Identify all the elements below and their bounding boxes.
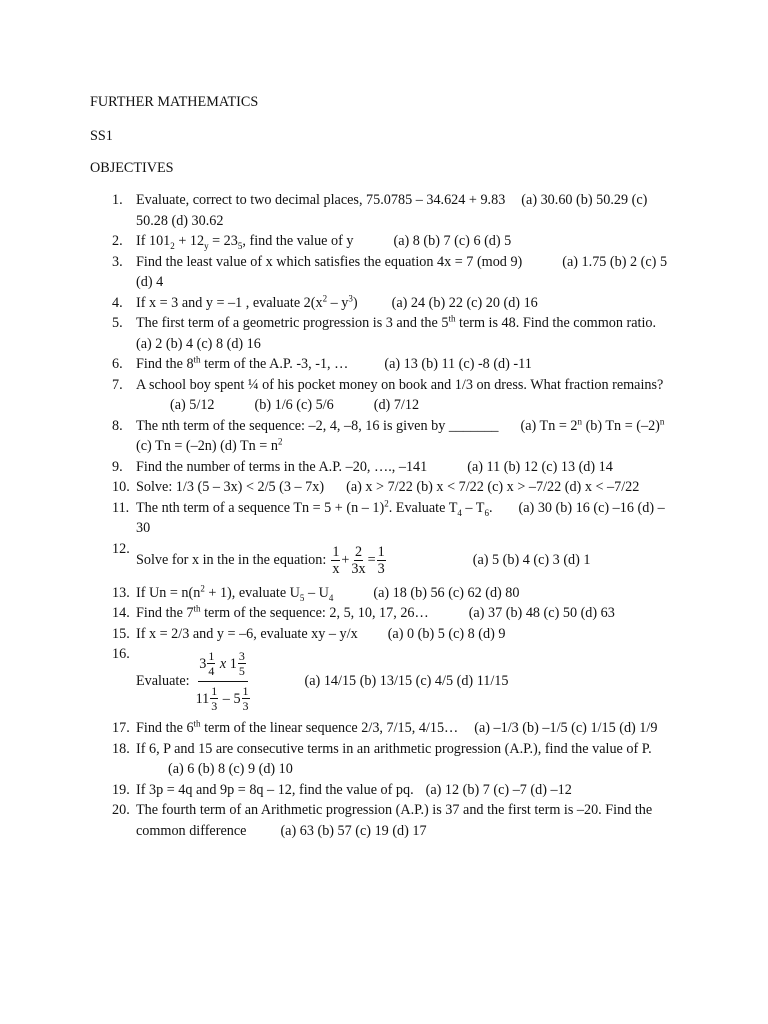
section-heading: OBJECTIVES: [90, 160, 174, 176]
question-text: Evaluate:: [136, 672, 190, 689]
question-text: The nth term of a sequence Tn = 5 + (n – 1): [136, 499, 385, 516]
question-text: A school boy spent ¼ of his pocket money on book and 1/3 on dress. What fraction remains?: [136, 376, 664, 393]
fraction-1-over-3: [377, 544, 386, 577]
whole-part: 5: [233, 690, 241, 707]
compound-fraction: [195, 647, 252, 716]
question-options: (a) 37 (b) 48 (c) 50 (d) 63: [468, 605, 615, 621]
question-14: [0, 603, 768, 624]
class-label: SS1: [90, 128, 113, 144]
question-number: 14.: [112, 605, 130, 621]
question-number: 6.: [112, 356, 123, 372]
superscript: th: [193, 354, 201, 365]
mixed-number-5-1-3: [233, 682, 250, 716]
question-text: .: [488, 499, 493, 516]
question-text: term of the sequence: 2, 5, 10, 17, 26…: [200, 605, 429, 621]
question-number: 17.: [112, 720, 130, 736]
question-5: [0, 313, 768, 354]
subscript: 2: [170, 240, 175, 251]
superscript: 2: [277, 436, 283, 447]
question-text: Find the least value of x which satisfies the equation 4x = 7 (mod 9): [136, 253, 523, 270]
superscript: th: [193, 603, 201, 614]
question-text: The nth term of the sequence: –2, 4, –8, 16 is given by _______: [136, 417, 499, 434]
mixed-number-3-1-4: [199, 647, 216, 681]
question-number: 20.: [112, 802, 130, 818]
question-number: 15.: [112, 625, 130, 642]
question-9: [0, 457, 768, 478]
whole-part: 1: [229, 655, 237, 672]
question-options: (a) 11 (b) 12 (c) 13 (d) 14: [467, 458, 613, 475]
question-number: 2.: [112, 233, 123, 249]
numerator: 1: [211, 684, 218, 698]
question-text: , find the value of y: [242, 233, 354, 249]
question-text: Find the 6: [136, 720, 194, 736]
question-6: [0, 354, 768, 375]
times-sign: x: [219, 655, 227, 672]
question-text: If 6, P and 15 are consecutive terms in an arithmetic progression (A.P.), find the value of P.: [136, 740, 652, 757]
question-11: [0, 498, 768, 539]
question-text: If 3p = 4q and 9p = 8q – 12, find the value of pq.: [136, 781, 414, 798]
question-options: (b) Tn = (–2): [582, 417, 660, 434]
question-number: 12.: [112, 540, 130, 557]
question-options: (a) x > 7/22 (b) x < 7/22 (c) x > –7/22 (d) x < –7/22: [346, 479, 640, 495]
question-options: (a) 13 (b) 11 (c) -8 (d) -11: [384, 356, 532, 372]
question-text: – U: [304, 584, 329, 601]
question-number: 1.: [112, 192, 123, 208]
numerator: 1: [332, 544, 340, 560]
question-17: [0, 718, 768, 739]
question-text: – y: [327, 294, 349, 311]
fraction-2-over-3x: [350, 544, 366, 577]
question-number: 19.: [112, 781, 130, 798]
mixed-number-11-1-3: [196, 682, 220, 716]
question-text: Find the number of terms in the A.P. –20, …., –141: [136, 458, 428, 475]
fraction-1-over-x: [331, 544, 340, 577]
subscript: 4: [457, 507, 462, 518]
question-text: The first term of a geometric progression is 3 and the 5: [136, 315, 449, 331]
question-text: – T: [461, 499, 485, 516]
mixed-number-1-3-5: [230, 647, 247, 681]
question-number: 7.: [112, 376, 123, 393]
question-options: (c) Tn = (–2n) (d) Tn = n: [136, 438, 278, 454]
question-10: [0, 477, 768, 498]
question-text: term is 48. Find the common ratio.: [455, 315, 657, 331]
question-4: [0, 293, 768, 314]
question-number: 11.: [112, 499, 130, 516]
question-option-b: (b) 1/6 (c) 5/6: [254, 397, 334, 413]
question-text: Find the 7: [136, 605, 194, 621]
question-number: 13.: [112, 584, 130, 601]
question-20: [0, 800, 768, 841]
question-number: 8.: [112, 417, 123, 434]
fraction: [242, 684, 250, 713]
question-options: (a) 30.60 (b) 50.29 (c) 50.28 (d) 30.62: [136, 192, 648, 229]
question-15: [0, 624, 768, 645]
question-text: = 23: [208, 233, 238, 249]
question-list: [0, 190, 768, 841]
superscript: th: [448, 313, 456, 324]
question-options: (a) 0 (b) 5 (c) 8 (d) 9: [387, 625, 506, 642]
denominator: x: [332, 561, 340, 577]
question-text: term of the linear sequence 2/3, 7/15, 4/15…: [200, 720, 459, 736]
question-number: 5.: [112, 315, 123, 331]
question-text: ): [352, 294, 358, 311]
question-options: (a) –1/3 (b) –1/5 (c) 1/15 (d) 1/9: [474, 720, 658, 736]
question-text: If x = 3 and y = –1 , evaluate 2(x: [136, 294, 323, 311]
question-7: [0, 375, 768, 416]
denominator: 3x: [351, 561, 366, 577]
denominator: 3: [211, 699, 218, 713]
question-options: (a) 2 (b) 4 (c) 8 (d) 16: [136, 335, 261, 352]
question-number: 16.: [112, 646, 130, 662]
question-options: (a) 14/15 (b) 13/15 (c) 4/5 (d) 11/15: [304, 672, 509, 689]
superscript: n: [577, 415, 583, 426]
question-1: [0, 190, 768, 231]
whole-part: 3: [199, 655, 207, 672]
question-8: [0, 416, 768, 457]
compound-denominator: [195, 682, 252, 716]
plus-sign: +: [341, 552, 350, 569]
denominator: 3: [377, 561, 385, 577]
question-options: (a) 24 (b) 22 (c) 20 (d) 16: [391, 294, 538, 311]
numerator: 1: [377, 544, 385, 560]
question-19: [0, 780, 768, 801]
question-options: (a) 5 (b) 4 (c) 3 (d) 1: [472, 552, 591, 569]
question-text: term of the A.P. -3, -1, …: [200, 356, 349, 372]
question-options: (a) 12 (b) 7 (c) –7 (d) –12: [425, 781, 572, 798]
numerator: 2: [354, 544, 363, 560]
question-12: [0, 539, 768, 583]
equals-sign: =: [367, 552, 376, 569]
superscript: 3: [348, 292, 353, 303]
superscript: th: [193, 718, 201, 729]
superscript: 2: [322, 292, 328, 303]
superscript: 2: [200, 582, 205, 593]
question-text: Solve for x in the in the equation:: [136, 552, 327, 569]
question-options: (a) 6 (b) 8 (c) 9 (d) 10: [168, 761, 293, 777]
question-text: . Evaluate T: [388, 499, 458, 516]
question-number: 10.: [112, 479, 130, 495]
question-options: (a) Tn = 2: [520, 417, 578, 434]
question-text: Find the 8: [136, 356, 194, 372]
compound-numerator: [198, 647, 248, 682]
numerator: 1: [242, 684, 249, 698]
question-text: The fourth term of an Arithmetic progression (A.P.) is 37 and the first term is –20. Find the common difference: [136, 802, 653, 839]
minus-sign: –: [222, 690, 230, 707]
subscript: 4: [328, 592, 334, 603]
numerator: 1: [208, 649, 215, 663]
question-number: 18.: [112, 740, 130, 757]
question-text: Evaluate, correct to two decimal places, 75.0785 – 34.624 + 9.83: [136, 192, 506, 208]
superscript: n: [659, 415, 665, 426]
denominator: 3: [242, 699, 249, 713]
question-text: Solve: 1/3 (5 – 3x) < 2/5 (3 – 7x): [136, 479, 325, 495]
numerator: 3: [238, 649, 245, 663]
question-option-d: (d) 7/12: [373, 397, 420, 413]
question-text: If 101: [136, 233, 171, 249]
question-option-a: (a) 5/12: [170, 397, 215, 413]
subscript: 6: [484, 507, 489, 518]
question-options: (a) 18 (b) 56 (c) 62 (d) 80: [373, 584, 520, 601]
question-text: + 12: [174, 233, 205, 249]
subscript: 5: [237, 240, 243, 251]
question-2: [0, 231, 768, 252]
question-text: If x = 2/3 and y = –6, evaluate xy – y/x: [136, 625, 358, 642]
subscript: 5: [299, 592, 305, 603]
question-options: (a) 30 (b) 16 (c) –16 (d) –30: [136, 499, 665, 536]
question-number: 3.: [112, 253, 123, 270]
question-18: [0, 739, 768, 780]
fraction: [238, 649, 246, 678]
question-options: (a) 8 (b) 7 (c) 6 (d) 5: [393, 233, 512, 249]
question-16: [0, 644, 768, 718]
question-text: + 1), evaluate U: [204, 584, 300, 601]
whole-part: 11: [195, 690, 210, 707]
question-number: 9.: [112, 458, 123, 475]
question-number: 4.: [112, 294, 123, 311]
question-text: If Un = n(n: [136, 584, 201, 601]
denominator: 5: [238, 664, 245, 678]
question-3: [0, 252, 768, 293]
superscript: 2: [384, 497, 389, 508]
question-13: [0, 583, 768, 604]
subject-title: FURTHER MATHEMATICS: [90, 94, 259, 110]
subscript: y: [204, 240, 209, 251]
fraction: [210, 684, 218, 713]
question-options: (a) 63 (b) 57 (c) 19 (d) 17: [280, 822, 427, 839]
fraction: [207, 649, 215, 678]
denominator: 4: [208, 664, 215, 678]
question-options: (a) 1.75 (b) 2 (c) 5 (d) 4: [136, 253, 668, 290]
